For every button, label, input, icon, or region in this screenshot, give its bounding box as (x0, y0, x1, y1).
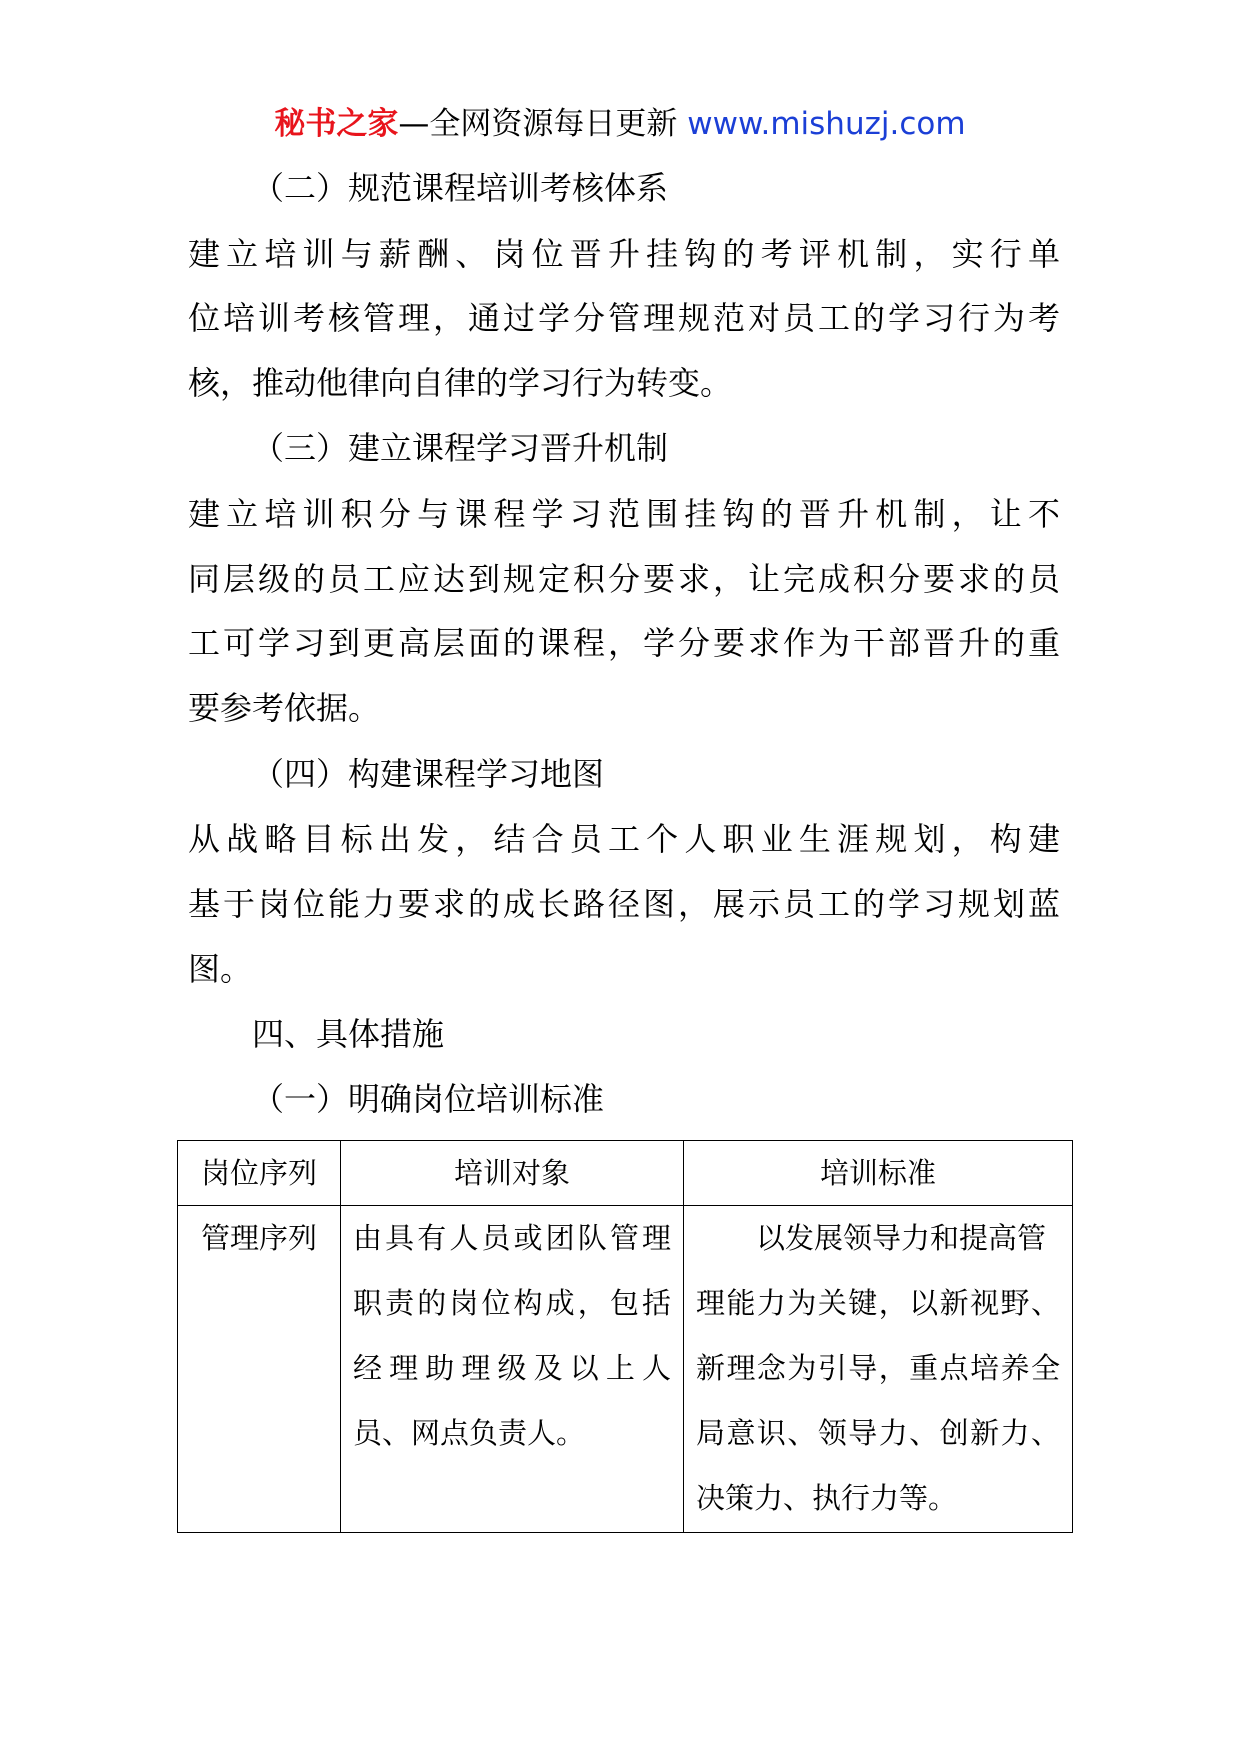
standard-cell: 以发展领导力和提高管 理能力为关键，以新视野、 新理念为引导，重点培养全 局意识、领导力、创新力、 决策力、执行力等。 (684, 1206, 1073, 1533)
para-3-line-4: 要参考依据。 (188, 689, 381, 727)
heading-4-1: （一）明确岗位培训标准 (252, 1080, 605, 1118)
brand-name: 秘书之家 (274, 106, 399, 142)
banner-tagline: —全网资源每日更新 (398, 106, 678, 142)
para-3-line-1: 建立培训积分与课程学习范围挂钩的晋升机制，让不 (188, 495, 1060, 533)
target-cell: 由具有人员或团队管理 职责的岗位构成，包括 经理助理级及以上人 员、网点负责人。 (341, 1206, 684, 1533)
header-cell: 岗位序列 (178, 1141, 341, 1206)
header-cell: 培训对象 (341, 1141, 684, 1206)
table-header-row (178, 1141, 1073, 1206)
para-2-line-3: 核，推动他律向自律的学习行为转变。 (188, 364, 733, 402)
site-banner (0, 100, 1240, 148)
header-cell: 培训标准 (684, 1141, 1073, 1206)
training-standard-table (177, 1140, 1073, 1533)
sequence-cell: 管理序列 (178, 1206, 341, 1533)
para-4-line-1: 从战略目标出发，结合员工个人职业生涯规划，构建 (188, 820, 1060, 858)
para-4-line-2: 基于岗位能力要求的成长路径图，展示员工的学习规划蓝 (188, 885, 1060, 923)
heading-2: （二）规范课程培训考核体系 (252, 169, 669, 207)
para-2-line-1: 建立培训与薪酬、岗位晋升挂钩的考评机制，实行单 (188, 235, 1060, 273)
para-2-line-2: 位培训考核管理，通过学分管理规范对员工的学习行为考 (188, 299, 1060, 337)
para-4-line-3: 图。 (188, 950, 253, 988)
heading-3: （三）建立课程学习晋升机制 (252, 429, 669, 467)
para-3-line-2: 同层级的员工应达到规定积分要求，让完成积分要求的员 (188, 560, 1060, 598)
heading-4: （四）构建课程学习地图 (252, 755, 605, 793)
table-row (178, 1206, 1073, 1533)
section-4-heading: 四、具体措施 (252, 1015, 445, 1053)
site-url-link[interactable]: www.mishuzj.com (677, 106, 966, 142)
para-3-line-3: 工可学习到更高层面的课程，学分要求作为干部晋升的重 (188, 624, 1060, 662)
